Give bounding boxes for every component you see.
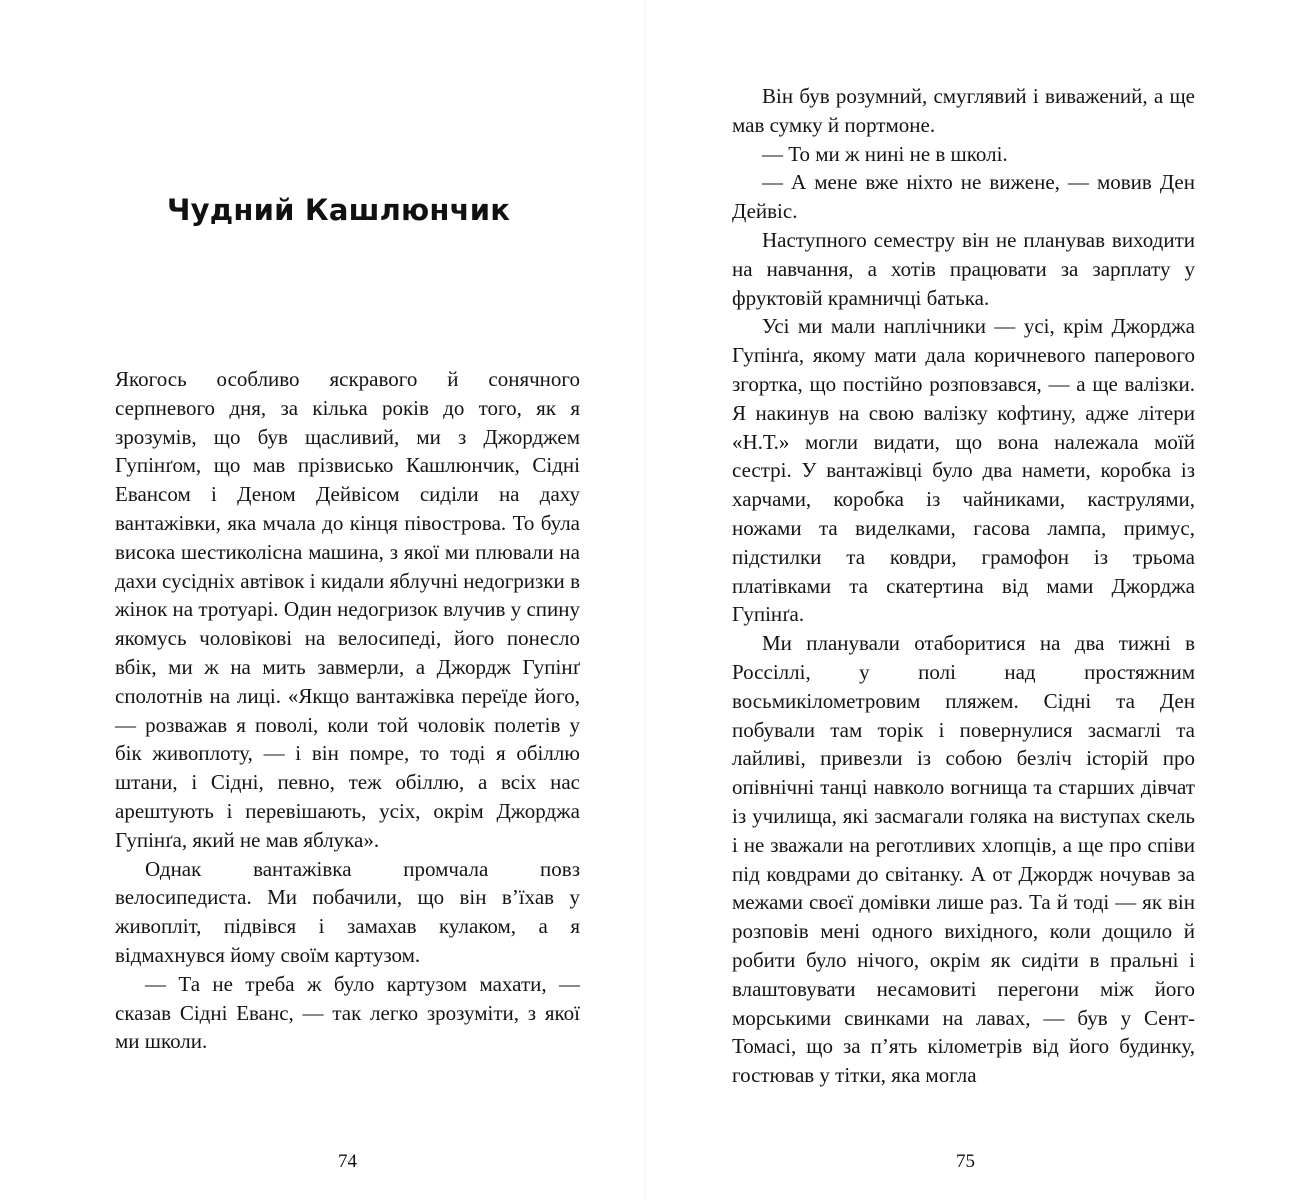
page-number: 75 [956,1151,975,1172]
paragraph: Однак вантажівка промчала повз велосипедиста. Ми побачили, що він в’їхав у живопліт, підвівся і замахав кулаком, а я відмахнувся йому своїм картузом. [115,856,580,967]
page-number: 74 [338,1151,357,1172]
paragraph: Наступного семестру він не планував виходити на навчання, а хотів працювати за зарплату у фруктовій крамничці батька. [732,227,1195,310]
paragraph: — То ми ж нині не в школі. [762,141,1008,166]
paragraph: Усі ми мали наплічники — усі, крім Джорджа Гупінґа, якому мати дала коричневого паперового згортка, що постійно розповзався, — а ще валізки. Я накинув на свою валізку кофтину, адже літери «Н.Т.» могли видати, що вона належала моїй сестрі. У вантажівці було два намети, коробка із харчами, коробка із чайниками, каструлями, ножами та виделками, гасова лампа, примус, підстилки та ковдри, грамофон із трьома платівками та скатертина від мами Джорджа Гупінґа. [732,314,1195,627]
paragraph: Він був розумний, смуглявий і виважений, а ще мав сумку й портмоне. [732,84,1195,137]
right-page-text [732,82,1195,1090]
chapter-title: Чудний Кашлюнчик [167,193,511,227]
paragraph: — Та не треба ж було картузом махати, — сказав Сідні Еванс, — так легко зрозуміти, з якої ми школи. [115,971,580,1054]
paragraph: Ми планували отаборитися на два тижні в Россіллі, у полі над простяжним восьмикілометровим пляжем. Сідні та Ден побували там торік і повернулися засмаглі та лайливі, привезли із собою безліч історій про опівнічні танці навколо вогнища та старших дівчат із училища, які засмагали голяка на виступах скель і не зважали на реготливих хлопців, а ще про співи під ковдрами до світанку. А от Джордж ночував за межами своєї домівки лише раз. Та й тоді — як він розповів мені одного вихідного, коли дощило й робити було нічого, окрім як сидіти в пральні і влаштовувати несамовиті перегони між його морськими свинками на лавах, — був у Сент-Томасі, що за п’ять кілометрів від його будинку, гостював у тітки, яка могла [732,631,1195,1088]
paragraph: — А мене вже ніхто не вижене, — мовив Ден Дейвіс. [732,170,1195,224]
left-page-text [115,365,580,1056]
paragraph: Якогось особливо яскравого й сонячного серпневого дня, за кілька років до того, як я зрозумів, що був щасливий, ми з Джорджем Гупінґом, що мав прізвисько Кашлюнчик, Сідні Евансом і Деном Дейвісом сиділи на даху вантажівки, яка мчала до кінця півострова. То була висока шестиколісна машина, з якої ми плювали на дахи сусідніх автівок і кидали яблучні недогризки в жінок на тротуарі. Один недогризок влучив у спину якомусь чоловікові на велосипеді, його понесло вбік, ми ж на мить завмерли, а Джордж Гупінґ сполотнів на лиці. «Якщо вантажівка переїде його, — розважав я поволі, коли той чоловік полетів у бік живоплоту, — і він помре, то тоді я обіллю штани, і Сідні, певно, теж обіллю, а всіх нас арештують і перевішають, усіх, окрім Джорджа Гупінґа, який не мав яблука». [115,367,580,852]
right-page [645,0,1290,1200]
